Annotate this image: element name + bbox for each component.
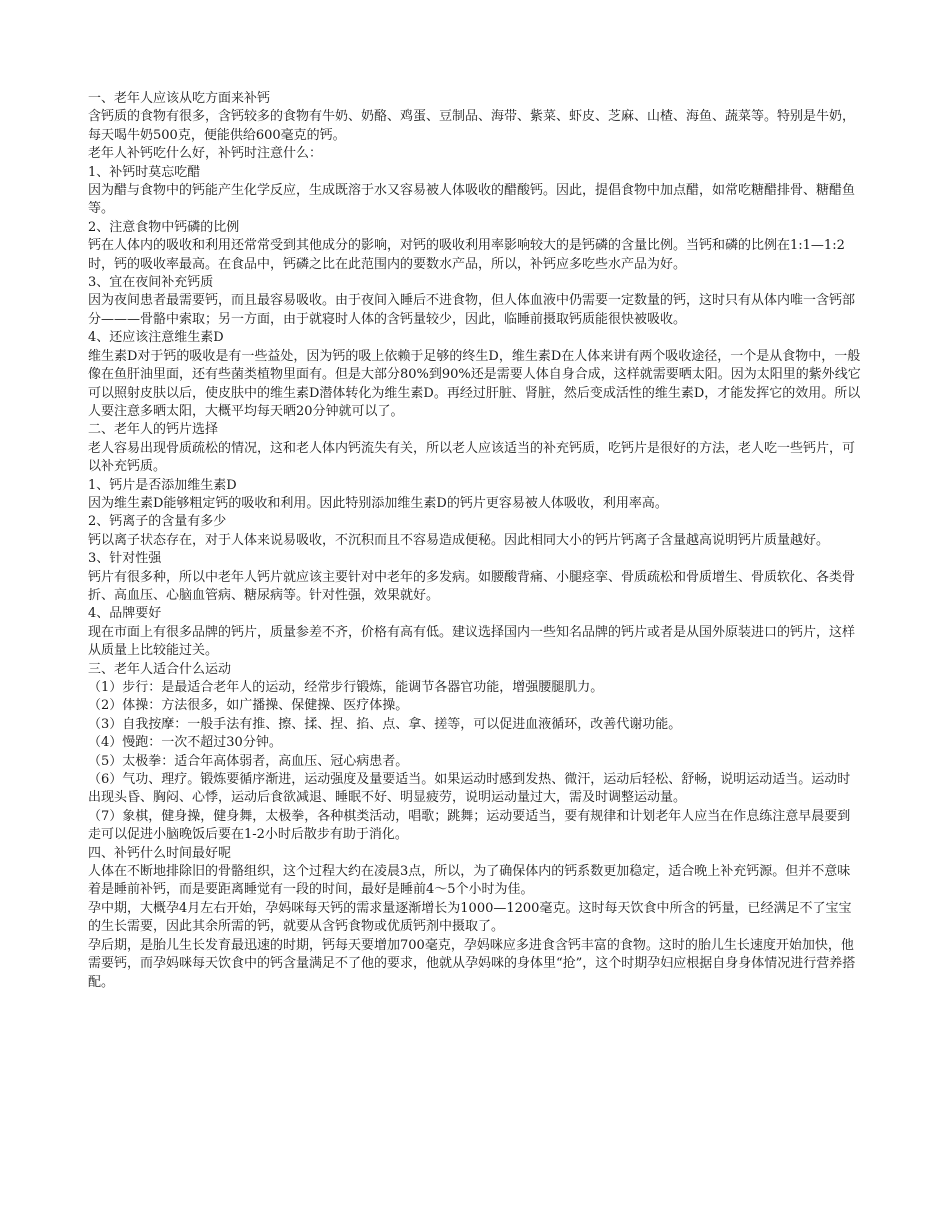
paragraph-targeted: 钙片有很多种，所以中老年人钙片就应该主要针对中老年的多发病。如腰酸背痛、小腿痉挛、骨质疏松和骨质增生、骨质软化、各类骨折、高血压、心脑血管病、糖尿病等。针对性强，效果就好。 [88, 569, 856, 603]
paragraph-vinegar: 因为醋与食物中的钙能产生化学反应，生成既溶于水又容易被人体吸收的醋酸钙。因此，提倡食物中加点醋，如常吃糖醋排骨、糖醋鱼等。 [88, 183, 856, 217]
paragraph-vitamin-d: 维生素D对于钙的吸收是有一些益处，因为钙的吸上依赖于足够的终生D，维生素D在人体来讲有两个吸收途径，一个是从食物中，一般像在鱼肝油里面，还有些菌类植物里面有。但是大部分80%到90%还是需要人体自身合成，这样就需要晒太阳。因为太阳里的紫外线它可以照射皮肤以后，使皮肤中的维生素D潜体转化为维生素D。再经过肝脏、肾脏，然后变成活性的维生素D，才能发挥它的效用。所以人要注意多晒太阳，大概平均每天晒20分钟就可以了。 [88, 348, 861, 419]
section-heading-4: 四、补钙什么时间最好呢 [88, 845, 232, 861]
paragraph-brand: 现在市面上有很多品牌的钙片，质量参差不齐，价格有高有低。建议选择国内一些知名品牌的钙片或者是从国外原装进口的钙片，这样从质量上比较能过关。 [88, 624, 856, 659]
paragraph-ratio: 钙在人体内的吸收和利用还常常受到其他成分的影响，对钙的吸收利用率影响较大的是钙磷的含量比例。当钙和磷的比例在1:1—1:2时，钙的吸收率最高。在食品中，钙磷之比在此范围内的要数水产品，所以，补钙应多吃些水产品为好。 [88, 238, 845, 272]
list-item-jogging: （4）慢跑：一次不超过30分钟。 [88, 735, 282, 751]
section-heading-1: 一、老年人应该从吃方面来补钙 [88, 91, 271, 106]
subheading-targeted: 3、针对性强 [88, 551, 162, 567]
subheading-vinegar: 1、补钙时莫忘吃醋 [88, 164, 201, 180]
subheading-ion-content: 2、钙离子的含量有多少 [88, 514, 227, 530]
list-item-qigong: （6）气功、理疗。锻炼要循序渐进，运动强度及量要适当。如果运动时感到发热、微汗，运动后轻松、舒畅，说明运动适当。运动时出现头昏、胸闷、心悸，运动后食欲减退、睡眠不好、明显疲劳，说明运动量过大，需及时调整运动量。 [88, 772, 851, 806]
subheading-brand: 4、品牌要好 [88, 606, 162, 622]
paragraph-calcium-foods: 含钙质的食物有很多，含钙较多的食物有牛奶、奶酪、鸡蛋、豆制品、海带、紫菜、虾皮、芝麻、山楂、海鱼、蔬菜等。特别是牛奶，每天喝牛奶500克，便能供给600毫克的钙。 [88, 109, 856, 143]
subheading-night: 3、宜在夜间补充钙质 [88, 275, 214, 291]
list-item-gymnastics: （2）体操：方法很多，如广播操、保健操、医疗体操。 [88, 698, 409, 714]
paragraph-ion-content: 钙以离子状态存在，对于人体来说易吸收，不沉积而且不容易造成便秘。因此相同大小的钙片钙离子含量越高说明钙片质量越好。 [88, 532, 830, 548]
paragraph-late-pregnancy: 孕后期，是胎儿生长发育最迅速的时期，钙每天要增加700毫克，孕妈咪应多进食含钙丰富的食物。这时的胎儿生长速度开始加快，他需要钙，而孕妈咪每天饮食中的钙含量满足不了他的要求，他就从孕妈咪的身体里“抢”，这个时期孕妇应根据自身身体情况进行营养搭配。 [88, 937, 856, 990]
list-item-walking: （1）步行：是最适合老年人的运动，经常步行锻炼，能调节各器官功能，增强腰腿肌力。 [88, 680, 604, 695]
list-item-taichi: （5）太极拳：适合年高体弱者，高血压、冠心病患者。 [88, 753, 409, 769]
section-heading-3: 三、老年人适合什么运动 [88, 661, 232, 677]
subheading-tablet-vitamin-d: 1、钙片是否添加维生素D [88, 477, 237, 493]
paragraph-best-time: 人体在不断地排除旧的骨骼组织，这个过程大约在凌晨3点，所以，为了确保体内的钙系数更加稳定，适合晚上补充钙源。但并不意味着是睡前补钙，而是要距离睡觉有一段的时间，最好是睡前4～5个小时为佳。 [88, 864, 851, 898]
subheading-ratio: 2、注意食物中钙磷的比例 [88, 219, 240, 235]
paragraph-mid-pregnancy: 孕中期，大概孕4月左右开始，孕妈咪每天钙的需求量逐渐增长为1000—1200毫克。这时每天饮食中所含的钙量，已经满足不了宝宝的生长需要，因此其余所需的钙，就要从含钙食物或优质钙剂中摄取了。 [88, 900, 852, 935]
paragraph-tablet-intro: 老人容易出现骨质疏松的情况，这和老人体内钙流失有关，所以老人应该适当的补充钙质，吃钙片是很好的方法，老人吃一些钙片，可以补充钙质。 [88, 440, 856, 475]
list-item-massage: （3）自我按摩：一般手法有推、擦、揉、捏、掐、点、拿、搓等，可以促进血液循环，改善代谢功能。 [88, 716, 682, 732]
section-heading-2: 二、老年人的钙片选择 [88, 422, 219, 438]
paragraph-night: 因为夜间患者最需要钙，而且最容易吸收。由于夜间入睡后不进食物，但人体血液中仍需要一定数量的钙，这时只有从体内唯一含钙部分———骨骼中索取；另一方面，由于就寝时人体的含钙量较少，因此，临睡前摄取钙质能很快被吸收。 [88, 293, 856, 327]
subheading-vitamin-d: 4、还应该注意维生素D [88, 330, 224, 346]
paragraph-tablet-vitamin-d: 因为维生素D能够粗定钙的吸收和利用。因此特别添加维生素D的钙片更容易被人体吸收，利用率高。 [88, 495, 668, 511]
paragraph-question: 老年人补钙吃什么好，补钙时注意什么： [88, 146, 323, 162]
list-item-chess: （7）象棋，健身操，健身舞，太极拳，各种棋类活动，唱歌；跳舞；运动要适当，要有规律和计划老年人应当在作息练注意早晨要到走可以促进小脑晚饭后要在1-2小时后散步有助于消化。 [88, 808, 851, 843]
